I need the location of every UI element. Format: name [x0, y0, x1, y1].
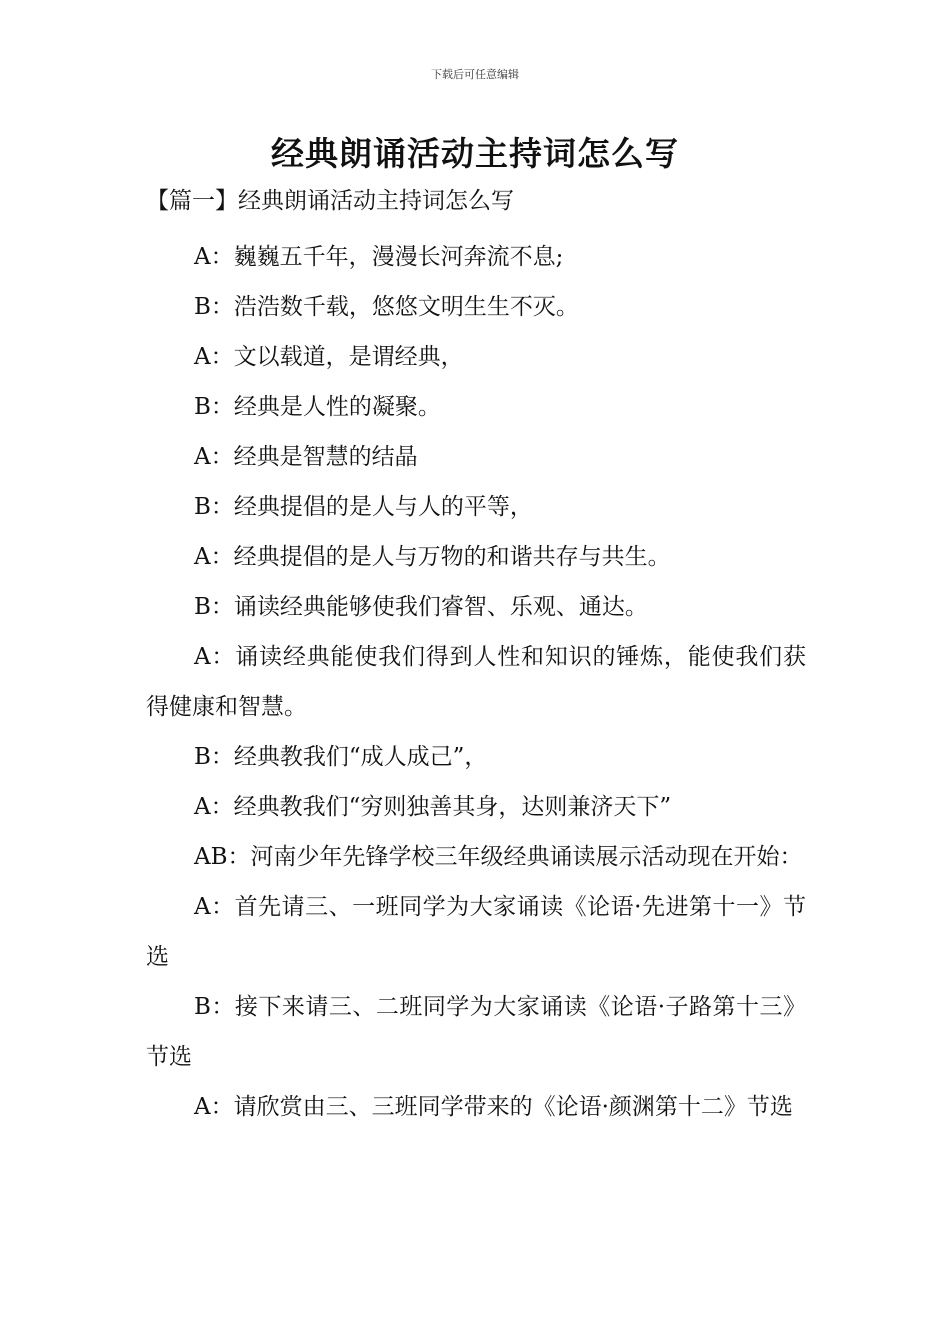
paragraph: A：首先请三、一班同学为大家诵读《论语·先进第十一》节选 [146, 894, 806, 970]
paragraph: A：请欣赏由三、三班同学带来的《论语·颜渊第十二》节选 [194, 1094, 793, 1120]
paragraph: A：经典教我们“穷则独善其身，达则兼济天下” [194, 794, 672, 820]
section-heading: 【篇一】经典朗诵活动主持词怎么写 [146, 188, 514, 214]
paragraph: AB：河南少年先锋学校三年级经典诵读展示活动现在开始： [194, 844, 803, 870]
paragraph: A：诵读经典能使我们得到人性和知识的锤炼，能使我们获得健康和智慧。 [146, 644, 806, 720]
paragraph: B：经典教我们“成人成己”， [194, 744, 488, 770]
paragraph: A：经典是智慧的结晶 [194, 444, 418, 470]
paragraph: B：经典提倡的是人与人的平等， [194, 494, 533, 520]
document-body [146, 232, 806, 1132]
paragraph: A：文以载道，是谓经典， [194, 344, 464, 370]
paragraph: A：经典提倡的是人与万物的和谐共存与共生。 [194, 544, 671, 570]
page-header-note: 下载后可任意编辑 [431, 68, 519, 81]
paragraph: B：经典是人性的凝聚。 [194, 394, 441, 420]
paragraph: B：诵读经典能够使我们睿智、乐观、通达。 [194, 594, 648, 620]
document-title: 经典朗诵活动主持词怎么写 [271, 134, 679, 173]
paragraph: B：接下来请三、二班同学为大家诵读《论语·子路第十三》节选 [146, 994, 806, 1070]
paragraph: B：浩浩数千载，悠悠文明生生不灭。 [194, 294, 579, 320]
paragraph: A：巍巍五千年，漫漫长河奔流不息; [194, 244, 564, 270]
